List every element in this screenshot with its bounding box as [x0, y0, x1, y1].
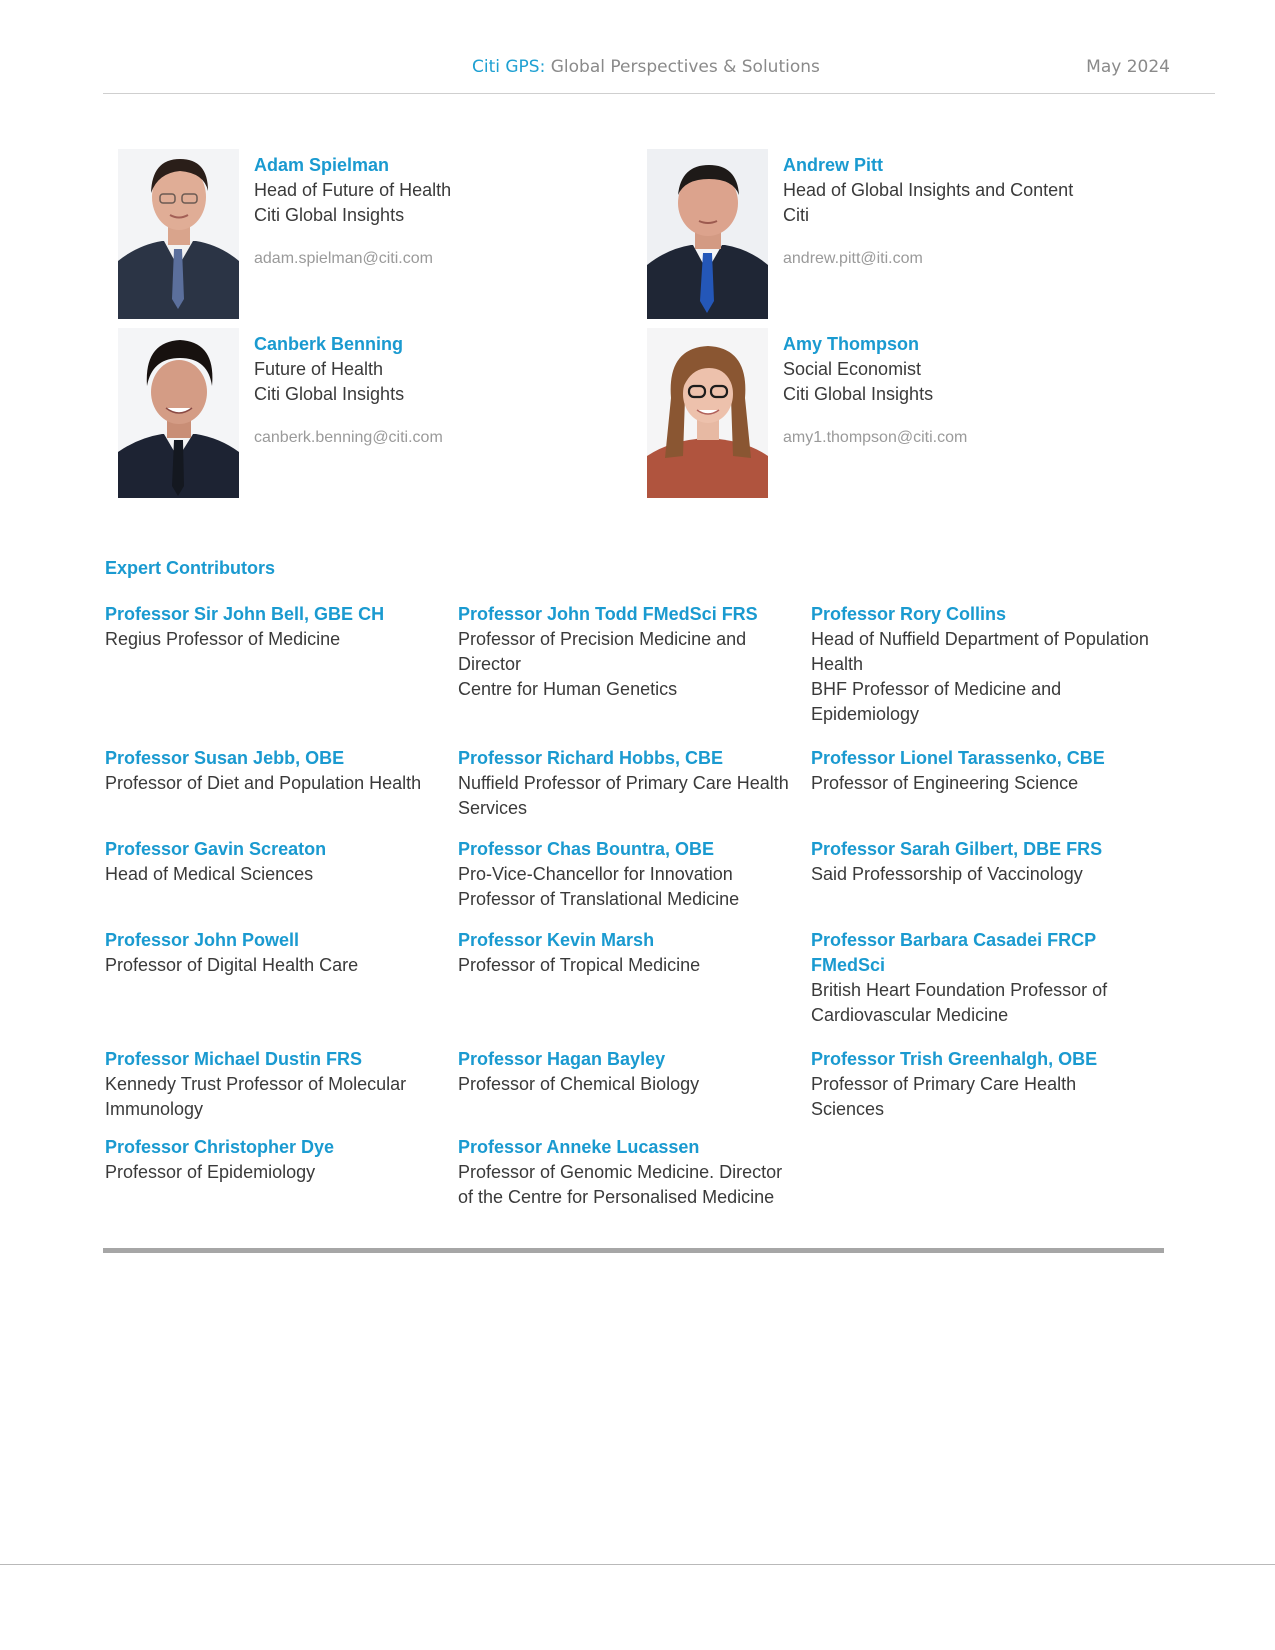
author-email[interactable]: amy1.thompson@citi.com [783, 429, 968, 446]
contributor-name: Professor Sarah Gilbert, DBE FRS [811, 839, 1103, 859]
contributors-row [105, 928, 1165, 1028]
section-heading: Expert Contributors [105, 558, 276, 578]
author-name: Adam Spielman [254, 155, 390, 175]
contributor-entry [811, 837, 1164, 912]
author-title: Head of Global Insights and Content [783, 180, 1074, 200]
author-card [647, 149, 1167, 319]
contributor-name: Professor Trish Greenhalgh, OBE [811, 1049, 1098, 1069]
contributor-role: Professor of Engineering Science [811, 773, 1079, 793]
brand-name: Citi GPS: [472, 57, 546, 77]
author-name: Amy Thompson [783, 334, 920, 354]
footer-divider [0, 1564, 1275, 1565]
author-card [118, 149, 638, 319]
contributor-name: Professor Richard Hobbs, CBE [458, 748, 724, 768]
contributor-role: Said Professorship of Vaccinology [811, 864, 1083, 884]
author-photo [118, 149, 239, 319]
contributor-role: Professor of Primary Care Health [811, 1074, 1077, 1094]
contributor-name: Professor Rory Collins [811, 604, 1007, 624]
contributors-grid [105, 602, 1165, 1226]
contributor-entry [811, 602, 1164, 727]
contributor-role: Professor of Precision Medicine and [458, 629, 747, 649]
author-photo [647, 149, 768, 319]
contributor-entry [811, 1135, 1164, 1210]
contributor-entry [811, 1047, 1164, 1122]
contributor-role: Services [458, 798, 528, 818]
publication-subtitle: Global Perspectives & Solutions [550, 57, 820, 77]
section-divider [103, 1248, 1164, 1253]
contributor-name: Professor Hagan Bayley [458, 1049, 666, 1069]
contributor-entry [105, 746, 458, 821]
contributor-entry [105, 602, 458, 727]
author-card [647, 328, 1167, 498]
contributor-role: Sciences [811, 1099, 885, 1119]
contributors-row [105, 837, 1165, 912]
contributor-role: Professor of Tropical Medicine [458, 955, 701, 975]
contributor-entry [458, 746, 811, 821]
contributor-name: Professor Kevin Marsh [458, 930, 655, 950]
contributor-entry [105, 1047, 458, 1122]
author-title: Head of Future of Health [254, 180, 452, 200]
contributors-row [105, 746, 1165, 821]
contributor-role: Head of Nuffield Department of Population [811, 629, 1149, 649]
contributor-name: Professor Barbara Casadei FRCP FMedSci [811, 930, 1096, 975]
contributor-name: Professor Lionel Tarassenko, CBE [811, 748, 1105, 768]
publication-date: May 2024 [1086, 57, 1170, 77]
contributor-role: Director [458, 654, 522, 674]
author-email[interactable]: adam.spielman@citi.com [254, 250, 433, 267]
author-organization: Citi [783, 205, 809, 225]
page-header [0, 0, 1275, 100]
contributor-name: Professor Susan Jebb, OBE [105, 748, 345, 768]
author-organization: Citi Global Insights [254, 384, 405, 404]
contributor-name: Professor Chas Bountra, OBE [458, 839, 715, 859]
contributor-role: Regius Professor of Medicine [105, 629, 341, 649]
contributors-row [105, 1047, 1165, 1122]
author-info [783, 153, 1163, 269]
author-card [118, 328, 638, 498]
author-organization: Citi Global Insights [783, 384, 934, 404]
author-photo [118, 328, 239, 498]
contributor-role: BHF Professor of Medicine and [811, 679, 1062, 699]
contributor-role: of the Centre for Personalised Medicine [458, 1187, 775, 1207]
contributor-role: Health [811, 654, 864, 674]
contributor-name: Professor Sir John Bell, GBE CH [105, 604, 385, 624]
contributor-role: Professor of Diet and Population Health [105, 773, 422, 793]
header-divider [103, 93, 1215, 94]
author-name: Andrew Pitt [783, 155, 884, 175]
contributor-name: Professor Christopher Dye [105, 1137, 335, 1157]
author-name: Canberk Benning [254, 334, 404, 354]
contributor-entry [458, 1047, 811, 1122]
contributor-entry [458, 1135, 811, 1210]
contributor-entry [811, 746, 1164, 821]
author-info [254, 153, 634, 269]
contributor-name: Professor Anneke Lucassen [458, 1137, 700, 1157]
publication-title [472, 57, 820, 77]
contributor-entry [458, 837, 811, 912]
contributor-name: Professor Gavin Screaton [105, 839, 327, 859]
author-title: Social Economist [783, 359, 922, 379]
contributor-role: Professor of Chemical Biology [458, 1074, 700, 1094]
contributor-role: Centre for Human Genetics [458, 679, 678, 699]
author-photo [647, 328, 768, 498]
author-info [254, 332, 634, 448]
contributor-name: Professor John Powell [105, 930, 300, 950]
author-organization: Citi Global Insights [254, 205, 405, 225]
contributor-role: Cardiovascular Medicine [811, 1005, 1009, 1025]
contributor-entry [458, 928, 811, 1028]
contributor-entry [458, 602, 811, 727]
contributor-role: Professor of Digital Health Care [105, 955, 359, 975]
contributors-row [105, 602, 1165, 727]
contributor-role: Professor of Epidemiology [105, 1162, 316, 1182]
contributor-entry [811, 928, 1164, 1028]
contributor-role: Epidemiology [811, 704, 920, 724]
contributor-role: Pro-Vice-Chancellor for Innovation [458, 864, 733, 884]
contributor-role: Professor of Translational Medicine [458, 889, 740, 909]
contributor-role: Head of Medical Sciences [105, 864, 314, 884]
author-title: Future of Health [254, 359, 384, 379]
author-info [783, 332, 1163, 448]
contributor-role: British Heart Foundation Professor of [811, 980, 1108, 1000]
contributors-row [105, 1135, 1165, 1210]
contributor-role: Immunology [105, 1099, 204, 1119]
contributor-name: Professor Michael Dustin FRS [105, 1049, 363, 1069]
author-email[interactable]: andrew.pitt@iti.com [783, 250, 923, 267]
contributor-name: Professor John Todd FMedSci FRS [458, 604, 758, 624]
contributor-entry [105, 837, 458, 912]
contributor-entry [105, 1135, 458, 1210]
contributor-role: Nuffield Professor of Primary Care Health [458, 773, 789, 793]
contributor-role: Kennedy Trust Professor of Molecular [105, 1074, 407, 1094]
author-email[interactable]: canberk.benning@citi.com [254, 429, 443, 446]
contributor-entry [105, 928, 458, 1028]
contributor-role: Professor of Genomic Medicine. Director [458, 1162, 783, 1182]
